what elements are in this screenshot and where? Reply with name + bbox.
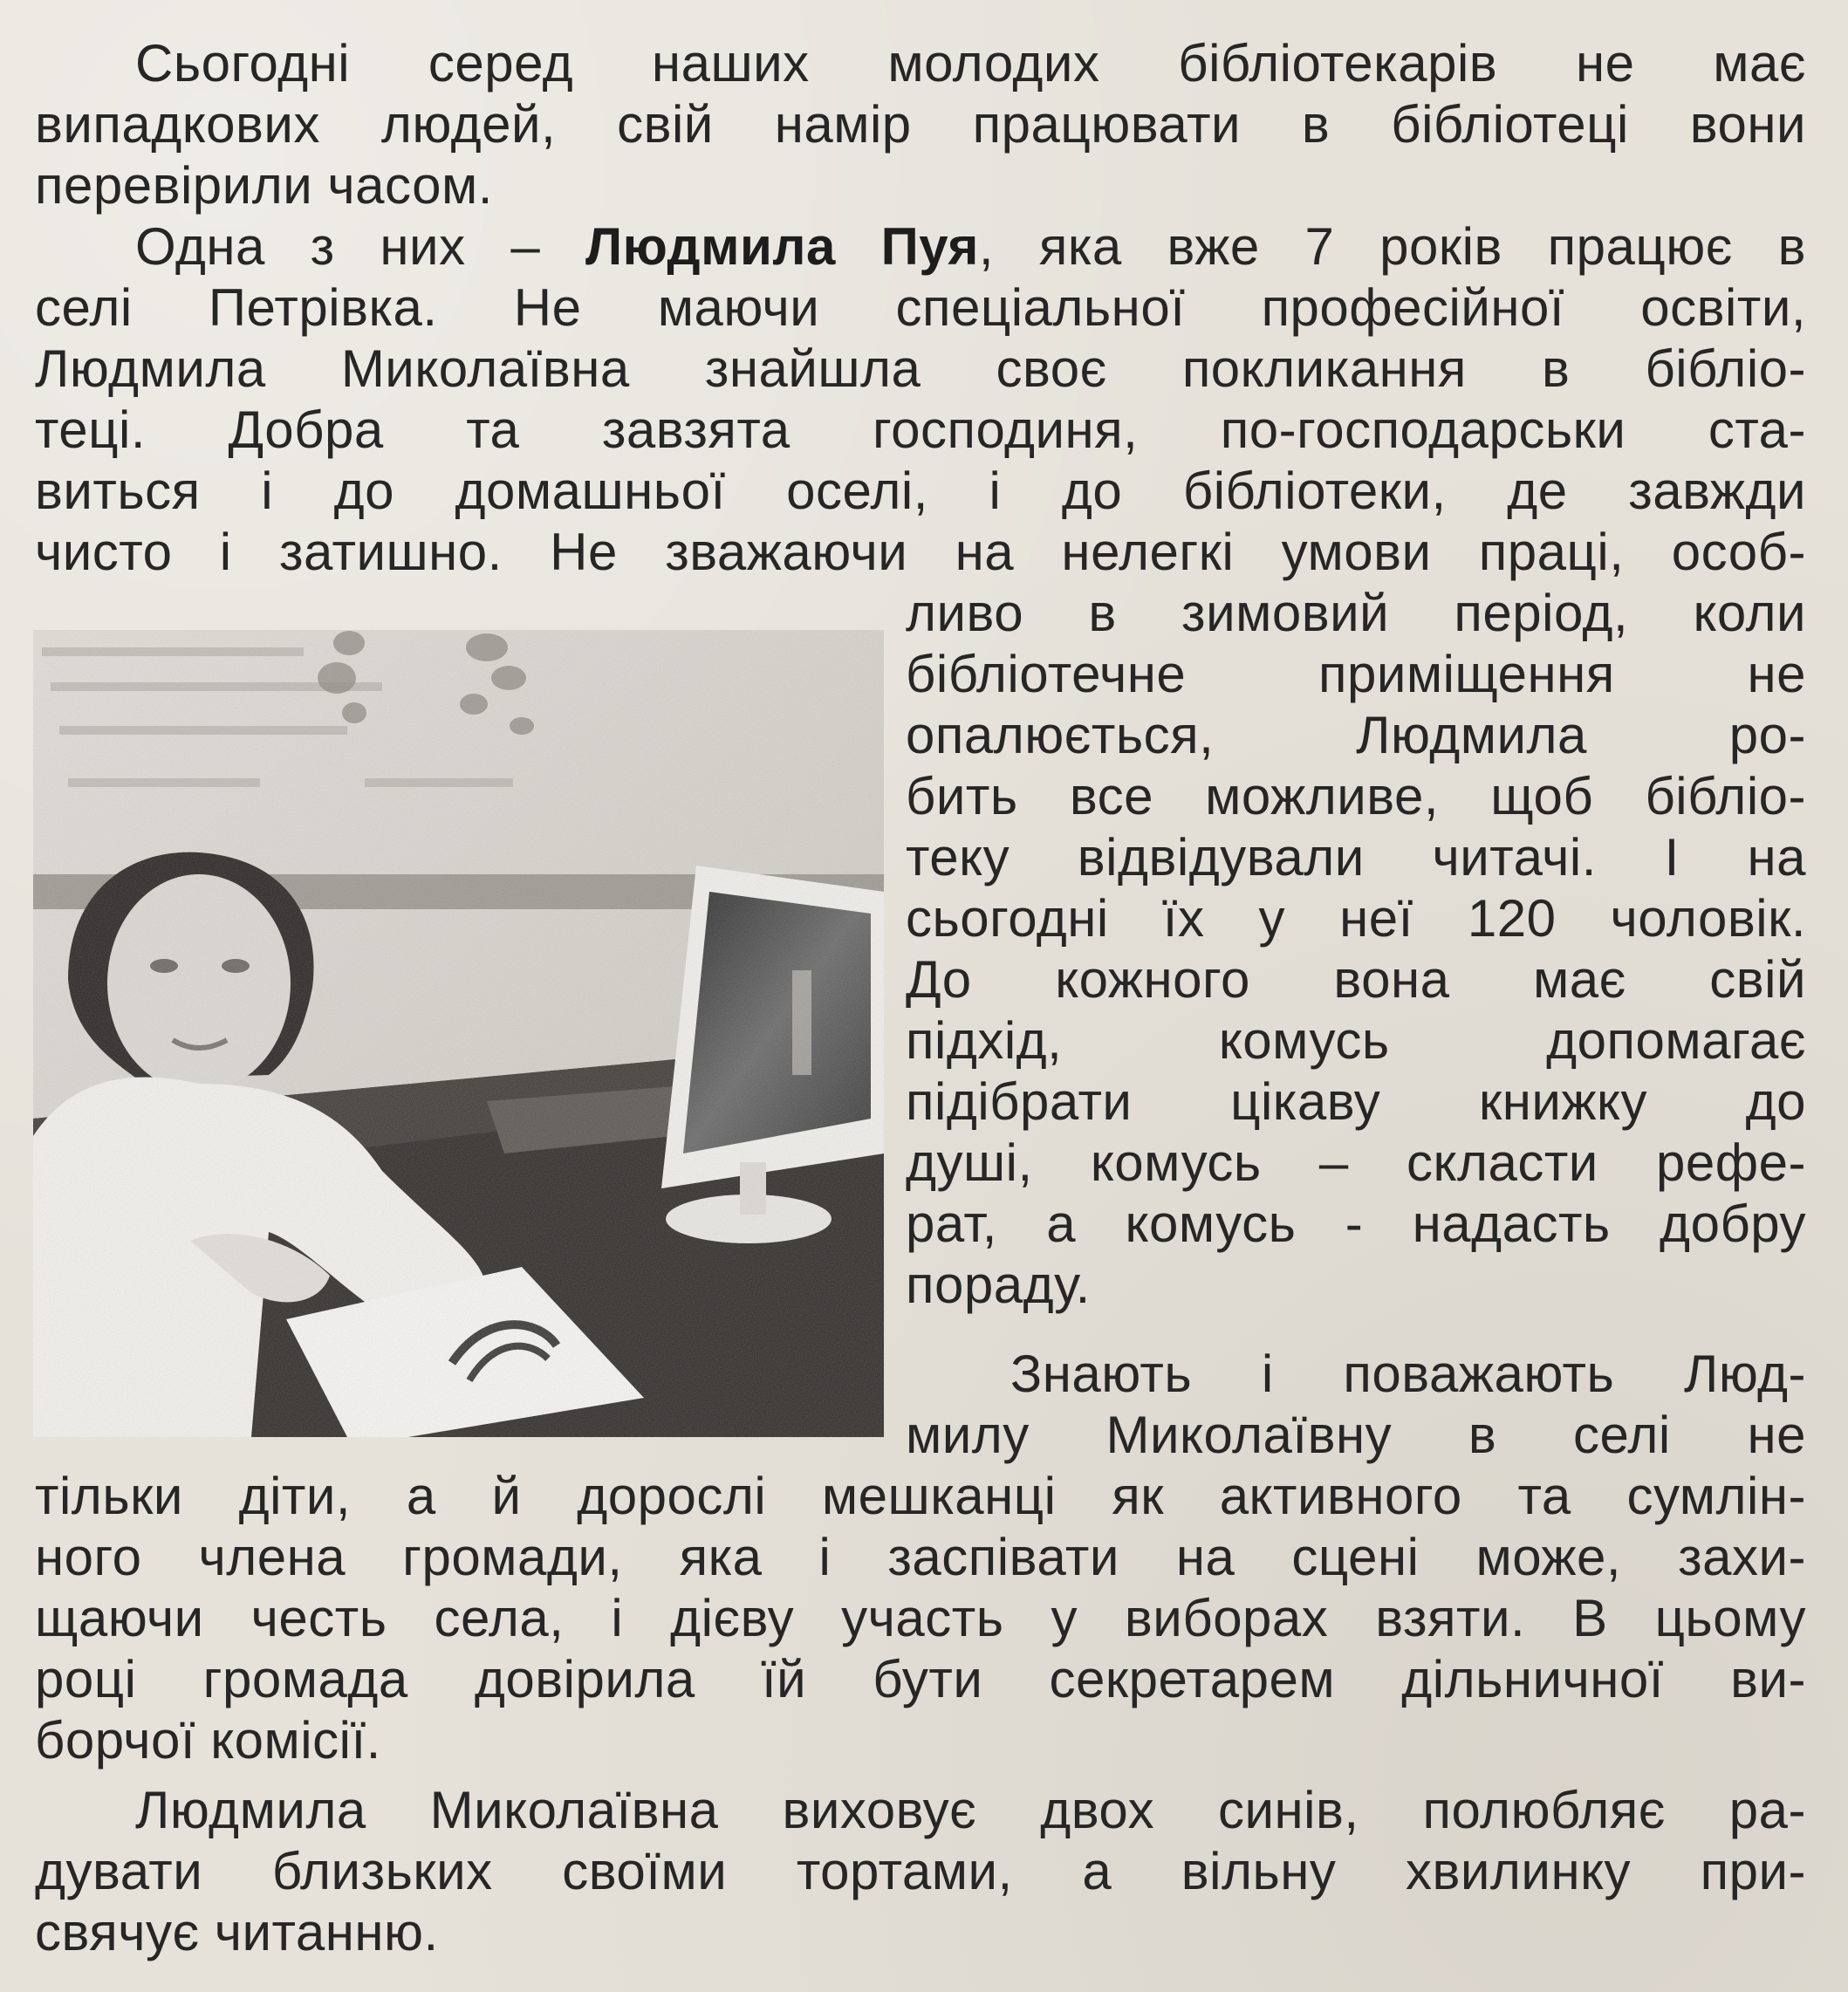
article-line: підхід, комусь допомагає [906,1011,1806,1070]
article-line: милу Миколаївну в селі не [906,1406,1806,1464]
article-line: борчої комісії. [35,1711,381,1770]
librarian-photo [33,630,884,1437]
article-line: пораду. [906,1256,1091,1314]
article-line: Сьогодні серед наших молодих бібліотекарів не має [135,34,1806,92]
article-line [135,216,1806,277]
article-line: Людмила Миколаївна виховує двох синів, полюбляє ра- [135,1781,1806,1839]
article-line: До кожного вона має свій [906,950,1806,1009]
article-line: селі Петрівка. Не маючи спеціальної професійної освіти, [35,278,1806,337]
article-line: щаючи честь села, і дієву участь у виборах взяти. В цьому [35,1589,1806,1647]
article-line: виться і до домашньої оселі, і до бібліотеки, де завжди [35,462,1806,520]
article-line: свячує читанню. [35,1903,439,1961]
article-line: бить все можливе, щоб бібліо- [906,767,1806,825]
article-line: ливо в зимовий період, коли [906,584,1806,642]
person-name: Людмила Пуя [585,217,979,276]
article-line: чисто і затишно. Не зважаючи на нелегкі умови праці, особ- [35,523,1806,581]
line-text: Одна з них – [135,217,585,276]
article-line: році громада довірила їй бути секретарем дільничної ви- [35,1650,1806,1708]
article-line: Людмила Миколаївна знайшла своє покликання в бібліо- [35,339,1806,398]
article-line: тільки діти, а й дорослі мешканці як активного та сумлін- [35,1467,1806,1525]
article-line: Знають і поважають Люд- [1010,1345,1806,1403]
article-line: підібрати цікаву книжку до [906,1072,1806,1131]
article-line: бібліотечне приміщення не [906,645,1806,703]
article-line: рат, а комусь - надасть добру [906,1195,1806,1253]
article-line: опалюється, Людмила ро- [906,706,1806,764]
article-line: сьогодні їх у неї 120 чоловік. [906,889,1806,948]
article-line: перевірили часом. [35,156,493,215]
article-line: теці. Добра та завзята господиня, по-господарськи ста- [35,400,1806,459]
article-line: дувати близьких своїми тортами, а вільну хвилинку при- [35,1842,1806,1900]
article-line: душі, комусь – скласти рефе- [906,1133,1806,1192]
article-line: ного члена громади, яка і заспівати на сцені може, захи- [35,1528,1806,1586]
photo-illustration [33,630,884,1437]
line-text: , яка вже 7 років працює в [978,217,1806,276]
article-line: теку відвідували читачі. І на [906,828,1806,886]
article-line: випадкових людей, свій намір працювати в бібліотеці вони [35,95,1806,154]
